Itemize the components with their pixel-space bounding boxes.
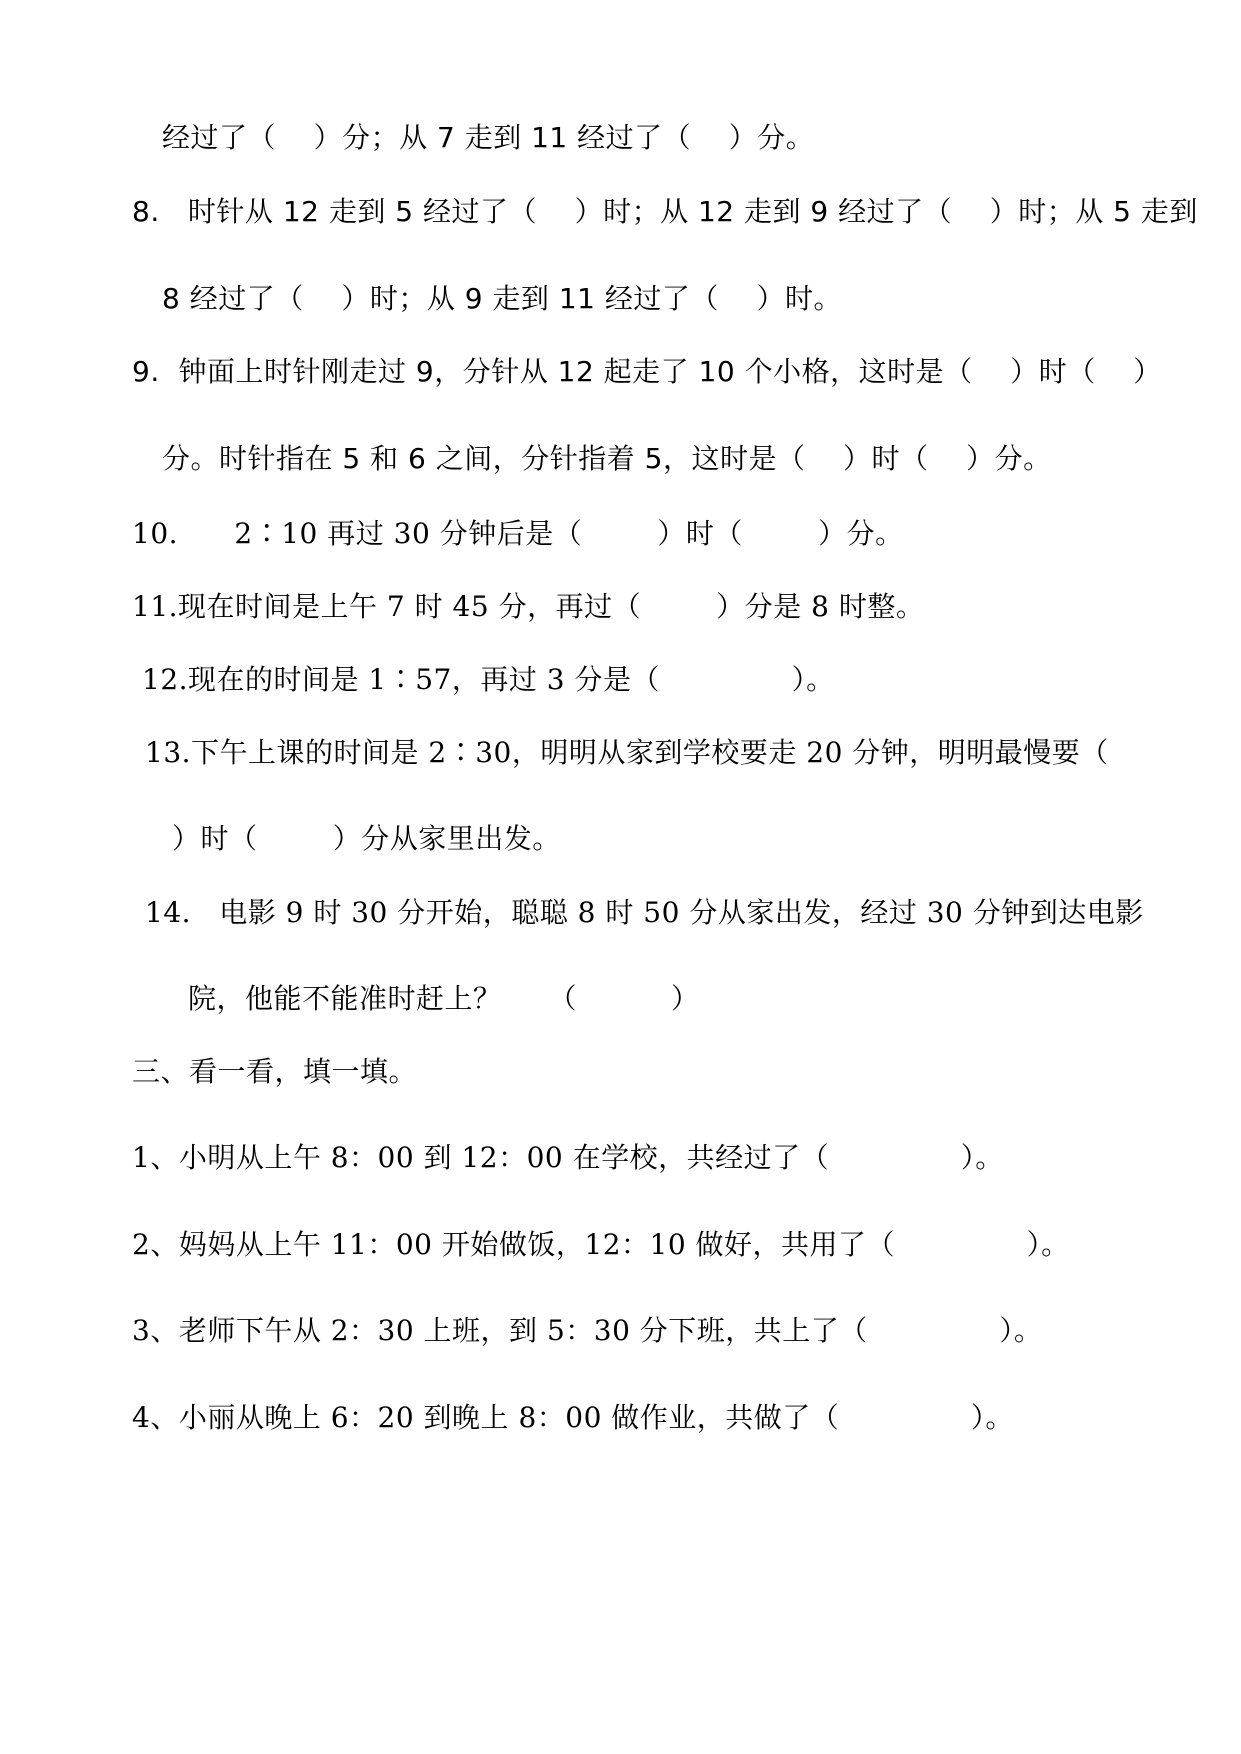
q14-line-2: 院，他能不能准时赶上？ （ ） bbox=[188, 982, 700, 1015]
q10: 10. 2∶10 再过 30 分钟后是（ ）时（ ）分。 bbox=[132, 517, 904, 550]
q7-continuation: 经过了（ ）分；从 7 走到 11 经过了（ ）分。 bbox=[162, 121, 815, 154]
q12: 12.现在的时间是 1∶57，再过 3 分是（ ）。 bbox=[142, 663, 835, 696]
s3-q1: 1、小明从上午 8：00 到 12：00 在学校，共经过了（ ）。 bbox=[132, 1141, 1004, 1174]
s3-q4: 4、小丽从晚上 6：20 到晚上 8：00 做作业，共做了（ ）。 bbox=[132, 1401, 1014, 1434]
s3-q2: 2、妈妈从上午 11：00 开始做饭，12：10 做好，共用了（ ）。 bbox=[132, 1228, 1070, 1261]
section-3-heading: 三、看一看，填一填。 bbox=[132, 1055, 418, 1088]
q14-line-1: 14. 电影 9 时 30 分开始，聪聪 8 时 50 分从家出发，经过 30 分钟到达电影 bbox=[145, 896, 1144, 929]
s3-q3: 3、老师下午从 2：30 上班，到 5：30 分下班，共上了（ ）。 bbox=[132, 1314, 1043, 1347]
q8-line-1: 8. 时针从 12 走到 5 经过了（ ）时；从 12 走到 9 经过了（ ）时；从 5 走到 bbox=[132, 195, 1198, 228]
q11: 11.现在时间是上午 7 时 45 分，再过（ ）分是 8 时整。 bbox=[132, 590, 925, 623]
q13-line-2: ）时（ ）分从家里出发。 bbox=[172, 822, 561, 855]
q8-line-2: 8 经过了（ ）时；从 9 走到 11 经过了（ ）时。 bbox=[162, 282, 842, 315]
q13-line-1: 13.下午上课的时间是 2∶30，明明从家到学校要走 20 分钟，明明最慢要（ bbox=[145, 736, 1109, 769]
q9-line-2: 分。时针指在 5 和 6 之间，分针指着 5，这时是（ ）时（ ）分。 bbox=[162, 442, 1052, 475]
q9-line-1: 9. 钟面上时针刚走过 9，分针从 12 起走了 10 个小格，这时是（ ）时（ ） bbox=[132, 355, 1162, 388]
